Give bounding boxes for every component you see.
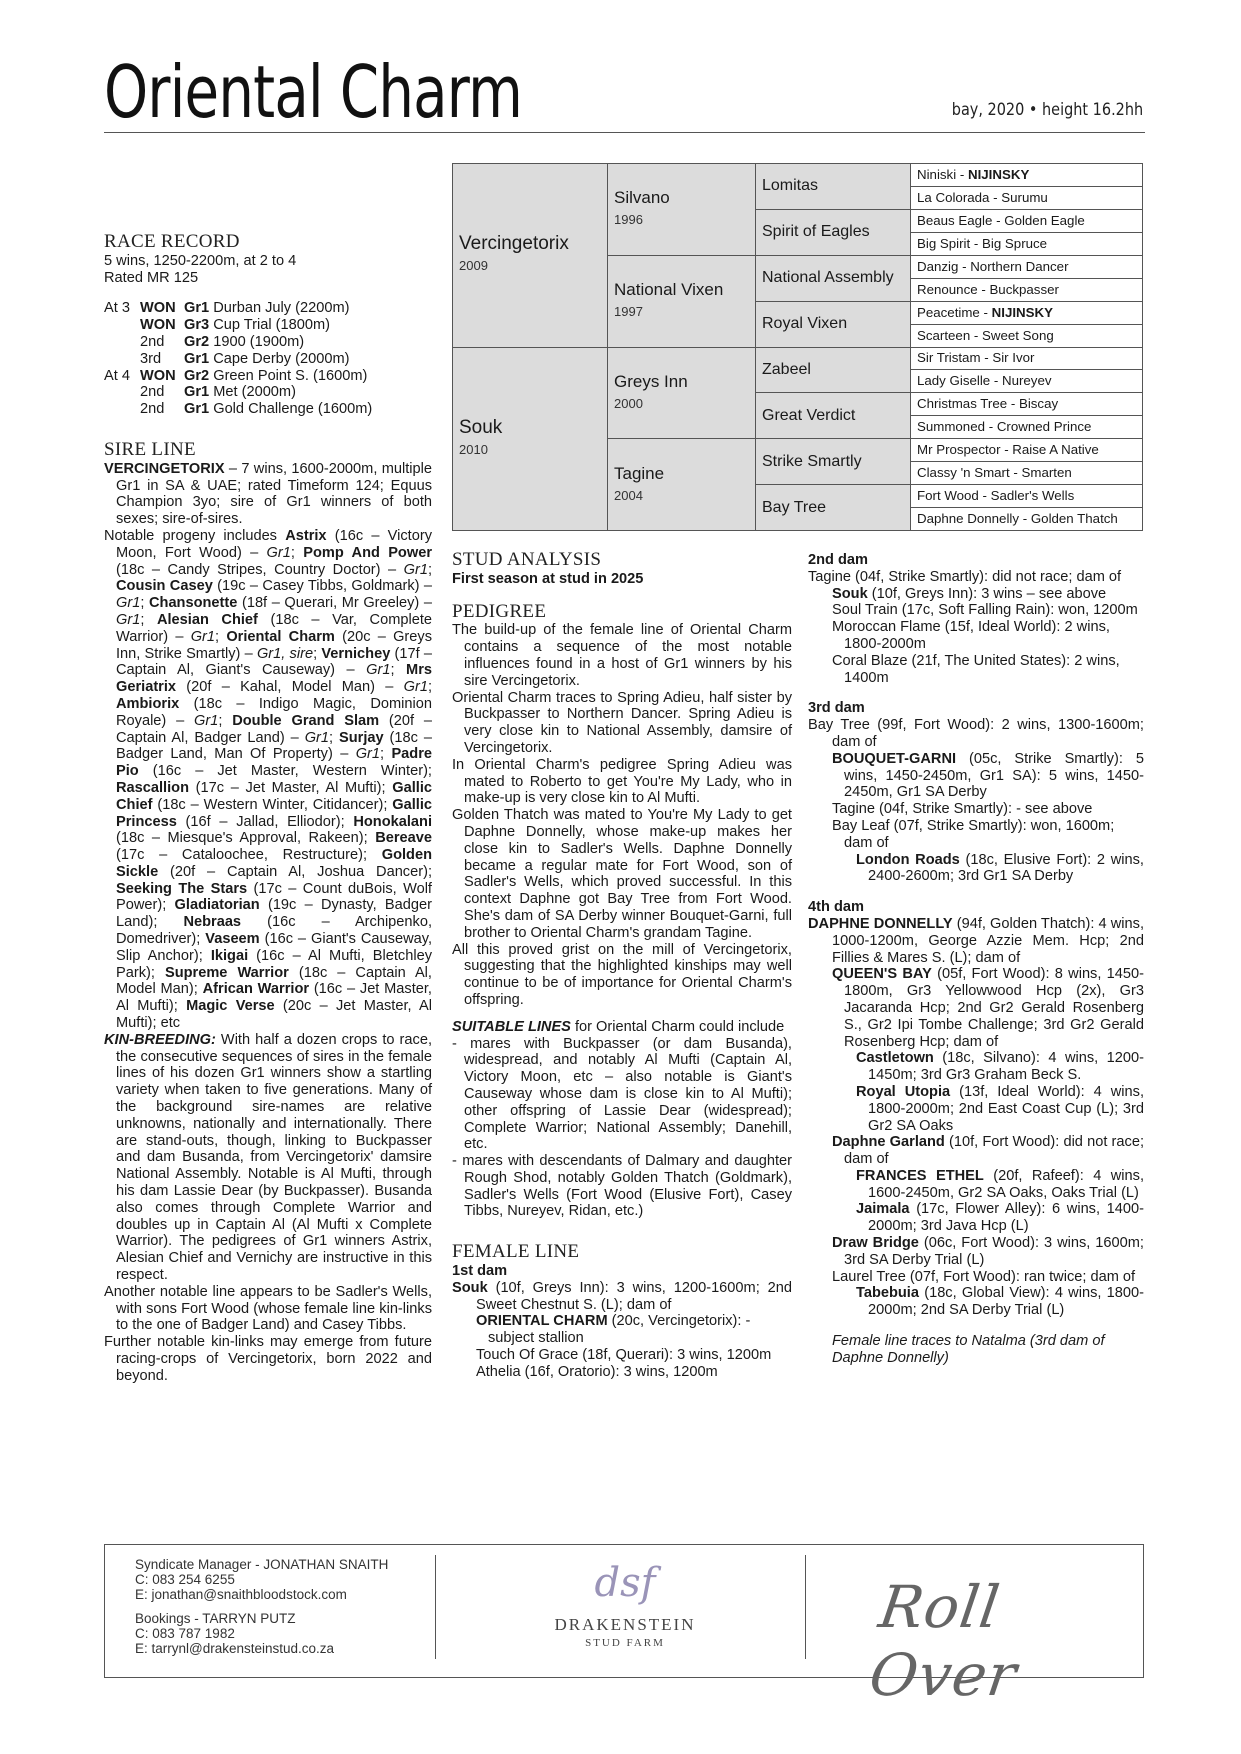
pedigree-table: [452, 163, 1143, 531]
syndicate-email[interactable]: E: jonathan@snaithbloodstock.com: [135, 1587, 347, 1602]
pedigree-dam: Souk 2010: [453, 347, 608, 531]
queens-bay-entry: QUEEN'S BAY (05f, Fort Wood): 8 wins, 1450-1800m, Gr3 Yellowwood Hcp (2x), Gr3 Jacaranda Hcp; 2nd Gr2 Gerald Rosenberg S., Gr2 Ipi Tombe Challenge; 3rd Gr2 Gerald Rosenberg Hcp; dam of: [832, 966, 1144, 1050]
soul-train-entry: Soul Train (17c, Soft Falling Rain): won, 1200m: [832, 602, 1138, 619]
pedigree-ancestor: Renounce - Buckpasser: [911, 278, 1143, 301]
touch-of-grace-entry: Touch Of Grace (18f, Querari): 3 wins, 1200m: [476, 1347, 772, 1364]
pedigree-ancestor: Beaus Eagle - Golden Eagle: [911, 209, 1143, 232]
kin-breeding-label: KIN-BREEDING:: [104, 1031, 216, 1048]
race-record-row: At 4 WON Gr2 Green Point S. (1600m): [104, 367, 368, 384]
pedigree-great-grandparent: Zabeel: [756, 347, 911, 393]
pedigree-great-grandparent: Royal Vixen: [756, 301, 911, 347]
stud-analysis-sub: First season at stud in 2025: [452, 570, 644, 587]
bay-leaf-entry: Bay Leaf (07f, Strike Smartly): won, 1600m; dam of: [832, 817, 1115, 851]
pedigree-ancestor: Christmas Tree - Biscay: [911, 393, 1143, 416]
pedigree-ancestor: Scarteen - Sweet Song: [911, 324, 1143, 347]
roll-over-signature: Roll Over: [865, 1573, 1022, 1709]
pedigree-ancestor: Mr Prospector - Raise A Native: [911, 439, 1143, 462]
logo-subtitle: STUD FARM: [585, 1637, 665, 1649]
suitable-line-item: - mares with Buckpasser (or dam Busanda), widespread, and notably Al Mufti (Captain Al, Victory Moon, etc – also notable is Giant's Causeway whose dam is close kin to Al Mufti); other offspring of Lassie Dear (widespread); Complete Warrior; National Assembly; Danehill, etc.: [452, 1035, 792, 1153]
female-line-heading: FEMALE LINE: [452, 1241, 580, 1263]
souk-entry: Souk (10f, Greys Inn): 3 wins, 1200-1600m; 2nd Sweet Chestnut S. (L); dam of: [452, 1279, 792, 1313]
bouquet-garni-entry: BOUQUET-GARNI (05c, Strike Smartly): 5 wins, 1450-2450m, Gr1 SA): 5 wins, 1450-2450m, Gr1 SA Derby: [832, 750, 1144, 801]
daphne-garland-entry: Daphne Garland (10f, Fort Wood): did not race; dam of: [832, 1134, 1144, 1168]
tagine-entry: Tagine (04f, Strike Smartly): did not race; dam of: [808, 568, 1122, 585]
souk-see-above: Souk (10f, Greys Inn): 3 wins – see above: [832, 585, 1107, 602]
pedigree-ancestor: Summoned - Crowned Prince: [911, 416, 1143, 439]
pedigree-paragraph: All this proved grist on the mill of Vercingetorix, suggesting that the highlighted kinships may well continue to be of importance for Oriental Charm's offspring.: [452, 941, 792, 1008]
draw-bridge-entry: Draw Bridge (06c, Fort Wood): 3 wins, 1600m; 3rd SA Derby Trial (L): [832, 1235, 1144, 1268]
pedigree-grandparent: National Vixen 1997: [608, 255, 756, 347]
suitable-lines-list: [452, 1036, 792, 1221]
bookings-phone: C: 083 787 1982: [135, 1626, 235, 1641]
pedigree-ancestor: Niniski - NIJINSKY: [911, 164, 1143, 187]
bookings-email[interactable]: E: tarrynl@drakensteinstud.co.za: [135, 1641, 335, 1656]
pedigree-ancestor: Sir Tristam - Sir Ivor: [911, 347, 1143, 370]
pedigree-great-grandparent: Bay Tree: [756, 485, 911, 531]
kin-breeding-paragraph: KIN-BREEDING: With half a dozen crops to race, the consecutive sequences of sires in the female lines of his dozen Gr1 winners show a startling variety when taken to five generations. Many of the background sire-names are relative unknowns, nationally and internationally. There are stand-outs, though, linking to Buckpasser and dam Busanda, from Vercingetorix' damsire National Assembly. Notable is Al Mufti, through his dam Lassie Dear (by Buckpasser). Busanda also comes through Complete Warrior and doubles up in Captain Al (Al Mufti x Complete Warrior). The pedigrees of Gr1 winners Astrix, Alesian Chief and Vernichy are instructive in this respect.: [104, 1031, 432, 1284]
athelia-entry: Athelia (16f, Oratorio): 3 wins, 1200m: [476, 1363, 718, 1380]
future-crops-paragraph: Further notable kin-links may emerge from future racing-crops of Vercingetorix, born 2022 and beyond.: [104, 1334, 432, 1384]
suitable-line-item: - mares with descendants of Dalmary and daughter Rough Shod, notably Golden Thatch (Goldmark), Sadler's Wells (Fort Wood (Elusive Fort), Casey Tibbs, Nureyev, Ridan, etc.): [452, 1153, 793, 1220]
pedigree-great-grandparent: National Assembly: [756, 255, 911, 301]
pedigree-grandparent: Silvano 1996: [608, 164, 756, 256]
race-record-row: 2nd Gr2 1900 (1900m): [140, 333, 305, 350]
pedigree-paragraph: The build-up of the female line of Oriental Charm contains a sequence of the most notable influences found in a host of Gr1 winners by his sire Vercingetorix.: [452, 622, 792, 689]
pedigree-ancestor: Big Spirit - Big Spruce: [911, 232, 1143, 255]
race-record-list: [104, 300, 432, 418]
race-record-rating: Rated MR 125: [104, 269, 199, 286]
left-column: [104, 231, 433, 1385]
footer-divider-right: [805, 1555, 806, 1659]
royal-utopia-entry: Royal Utopia (13f, Ideal World): 4 wins, 1800-2000m; 2nd East Coast Cup (L); 3rd Gr2 SA Oaks: [856, 1083, 1144, 1134]
footer-divider-left: [435, 1555, 436, 1659]
laurel-tree-entry: Laurel Tree (07f, Fort Wood): ran twice; dam of: [832, 1268, 1136, 1285]
frances-ethel-entry: FRANCES ETHEL (20f, Rafeef): 4 wins, 1600-2450m, Gr2 SA Oaks, Oaks Trial (L): [856, 1167, 1144, 1201]
title-divider: [104, 132, 1145, 133]
race-record-heading: RACE RECORD: [104, 231, 240, 252]
right-column: [808, 552, 1144, 1367]
london-roads-entry: London Roads (18c, Elusive Fort): 2 wins, 2400-2600m; 3rd Gr1 SA Derby: [856, 851, 1144, 885]
pedigree-ancestor: Danzig - Northern Dancer: [911, 255, 1143, 278]
bookings-contact: Bookings - TARRYN PUTZ: [135, 1611, 296, 1626]
pedigree-ancestor: Classy 'n Smart - Smarten: [911, 462, 1143, 485]
jaimala-entry: Jaimala (17c, Flower Alley): 6 wins, 1400-2000m; 3rd Java Hcp (L): [856, 1201, 1144, 1235]
middle-column: [452, 549, 793, 1381]
footer-box: [104, 1544, 1144, 1709]
tabebuia-entry: Tabebuia (18c, Global View): 4 wins, 1800-2000m; 2nd SA Derby Trial (L): [856, 1285, 1144, 1319]
oriental-charm-entry: ORIENTAL CHARM (20c, Vercingetorix): - subject stallion: [476, 1313, 751, 1347]
second-dam-label: 2nd dam: [808, 552, 869, 568]
sire-line-heading: SIRE LINE: [104, 438, 196, 460]
notable-progeny: Notable progeny includes Astrix (16c – Victory Moon, Fort Wood) – Gr1; Pomp And Power (18c – Candy Stripes, Country Doctor) – Gr1; Cousin Casey (19c – Casey Tibbs, Goldmark) – Gr1; Chansonette (18f – Querari, Mr Greeley) – Gr1; Alesian Chief (18c – Var, Complete Warrior) – Gr1; Oriental Charm (20c – Greys Inn, Strike Smartly) – Gr1, sire; Vernichey (17f – Captain Al, Giant's Causeway) – Gr1; Mrs Geriatrix (20f – Kahal, Model Man) – Gr1; Ambiorix (18c – Indigo Magic, Dominion Royale) – Gr1; Double Grand Slam (20f – Captain Al, Badger Land) – Gr1; Surjay (18c – Badger Land, Man Of Property) – Gr1; Padre Pio (16c – Jet Master, Western Winter); Rascallion (17c – Jet Master, Al Mufti); Gallic Chief (18c – Western Winter, Citidancer); Gallic Princess (16f – Jallad, Elliodor); Honokalani (18c – Miesque's Approval, Rakeen); Bereave (17c – Cataloochee, Restructure); Golden Sickle (20f – Captain Al, Joshua Dancer); Seeking The Stars (17c – Count duBois, Wolf Power); Gladiatorian (19c – Dynasty, Badger Land); Nebraas (16c – Archipenko, Domedriver); Vaseem (16c – Giant's Causeway, Slip Anchor); Ikigai (16c – Al Mufti, Bletchley Park); Supreme Warrior (18c – Captain Al, Model Man); African Warrior (16c – Jet Master, Al Mufti); Magic Verse (20c – Jet Master, Al Mufti); etc: [104, 527, 433, 1032]
pedigree-ancestor: La Colorada - Surumu: [911, 186, 1143, 209]
pedigree-great-grandparent: Great Verdict: [756, 393, 911, 439]
pedigree-ancestor: Lady Giselle - Nureyev: [911, 370, 1143, 393]
race-record-row: At 3 WON Gr1 Durban July (2200m): [104, 300, 350, 317]
third-dam-label: 3rd dam: [808, 700, 865, 717]
pedigree-great-grandparent: Lomitas: [756, 164, 911, 210]
pedigree-ancestor: Daphne Donnelly - Golden Thatch: [911, 508, 1143, 531]
horse-subtitle: bay, 2020 • height 16.2hh: [951, 100, 1143, 120]
drakenstein-logo: [550, 1555, 700, 1649]
pedigree-sire: Vercingetorix 2009: [453, 164, 608, 348]
syndicate-phone: C: 083 254 6255: [135, 1572, 235, 1587]
stud-analysis-heading: STUD ANALYSIS: [452, 549, 602, 570]
race-record-row: 2nd Gr1 Met (2000m): [140, 384, 296, 401]
sadlers-wells-paragraph: Another notable line appears to be Sadler's Wells, with sons Fort Wood (whose female line kin-links to the one of Badger Land) and Casey Tibbs.: [104, 1283, 432, 1334]
syndicate-manager: Syndicate Manager - JONATHAN SNAITH: [135, 1557, 389, 1572]
pedigree-paragraph: Golden Thatch was mated to You're My Lady to get Daphne Donnelly, whose make-up makes her close kin to Sadler's Wells. Daphne Donnelly became a regular mate for Fort Wood, son of Sadler's Wells, which proved successful. In this context Daphne got Bay Tree from Fort Wood. She's dam of SA Derby winner Bouquet-Garni, full brother to Oriental Charm's grandam Tagine.: [452, 807, 792, 941]
pedigree-ancestor: Fort Wood - Sadler's Wells: [911, 485, 1143, 508]
daphne-donnelly-entry: DAPHNE DONNELLY (94f, Golden Thatch): 4 wins, 1000-1200m, George Azzie Mem. Hcp; 2nd Fillies & Mares S. (L); dam of: [808, 915, 1145, 966]
logo-name: DRAKENSTEIN: [554, 1615, 696, 1634]
contact-details: [135, 1557, 388, 1656]
first-dam-label: 1st dam: [452, 1263, 508, 1280]
suitable-lines: SUITABLE LINES for Oriental Charm could include: [452, 1018, 785, 1035]
coral-blaze-entry: Coral Blaze (21f, The United States): 2 wins, 1400m: [832, 652, 1120, 686]
pedigree-great-grandparent: Spirit of Eagles: [756, 209, 911, 255]
pedigree-paragraph: In Oriental Charm's pedigree Spring Adieu was mated to Roberto to get You're My Lady, who in make-up is very close kin to Al Mufti.: [452, 756, 792, 807]
tagine-see-above: Tagine (04f, Strike Smartly): - see above: [832, 801, 1093, 818]
pedigree-great-grandparent: Strike Smartly: [756, 439, 911, 485]
moroccan-flame-entry: Moroccan Flame (15f, Ideal World): 2 wins, 1800-2000m: [832, 619, 1110, 652]
pedigree-paragraphs: [452, 622, 792, 1008]
dsf-monogram-icon: dsf: [594, 1560, 656, 1606]
sire-paragraph: VERCINGETORIX – 7 wins, 1600-2000m, multiple Gr1 in SA & UAE; rated Timeform 124; Equus Champion 3yo; sire of Gr1 winners of both sexes; sire-of-sires.: [104, 460, 432, 528]
female-line-note: Female line traces to Natalma (3rd dam of Daphne Donnelly): [832, 1333, 1105, 1366]
pedigree-heading: PEDIGREE: [452, 600, 547, 622]
pedigree-grandparent: Greys Inn 2000: [608, 347, 756, 439]
bay-tree-entry: Bay Tree (99f, Fort Wood): 2 wins, 1300-1600m; dam of: [808, 717, 1144, 750]
pedigree-ancestor: Peacetime - NIJINSKY: [911, 301, 1143, 324]
pedigree-paragraph: Oriental Charm traces to Spring Adieu, half sister by Buckpasser to Northern Dancer. Spring Adieu is very close kin to National Assembly, damsire of Vercingetorix.: [452, 689, 792, 756]
race-record-row: 2nd Gr1 Gold Challenge (1600m): [140, 401, 373, 418]
race-record-row: 3rd Gr1 Cape Derby (2000m): [140, 350, 350, 367]
sire-name: VERCINGETORIX: [104, 460, 225, 477]
fourth-dam-label: 4th dam: [808, 899, 864, 916]
pedigree-grandparent: Tagine 2004: [608, 439, 756, 531]
page-title: Oriental Charm: [104, 50, 523, 134]
castletown-entry: Castletown (18c, Silvano): 4 wins, 1200-1450m; 3rd Gr3 Graham Beck S.: [856, 1050, 1144, 1084]
race-record-row: WON Gr3 Cup Trial (1800m): [140, 317, 331, 334]
race-record-summary: 5 wins, 1250-2200m, at 2 to 4: [104, 252, 297, 269]
